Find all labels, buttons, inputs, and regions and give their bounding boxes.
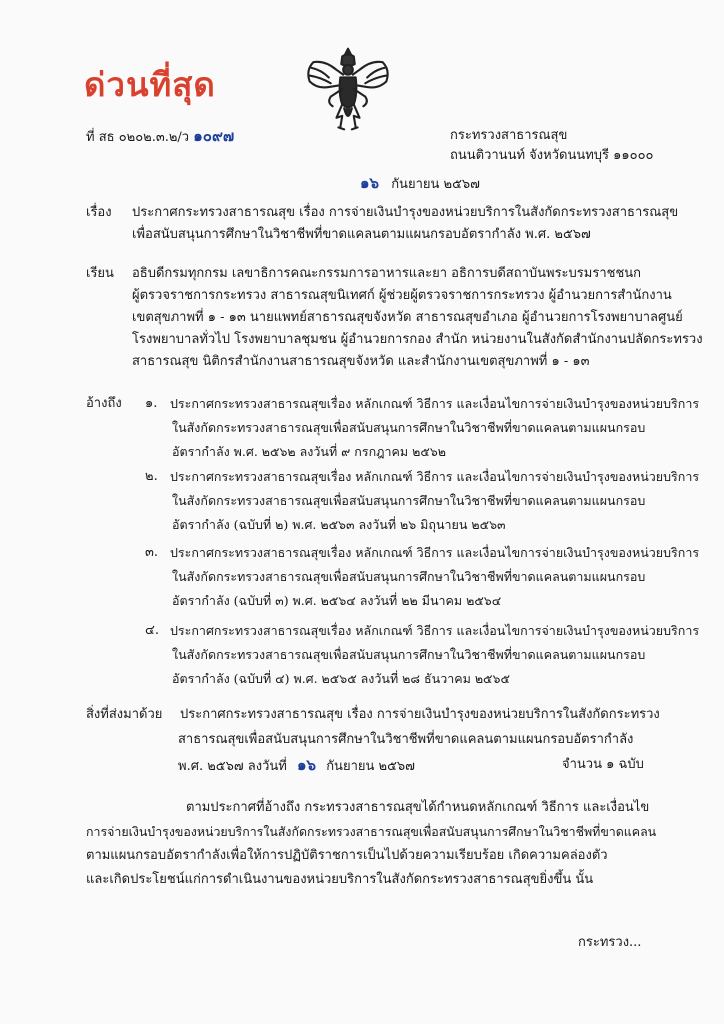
body-line: ตามแผนกรอบอัตรากำลังเพื่อให้การปฏิบัติราชการเป็นไปด้วยความเรียบร้อย เกิดความคล่องตัว [86,848,608,863]
enclosure-line-3 [178,757,415,775]
enclosure-line-2: สาธารณสุขเพื่อสนับสนุนการศึกษาในวิชาชีพที่ขาดแคลนตามแผนกรอบอัตรากำลัง [178,732,634,747]
document-number-handwritten: ๑๐๙๗ [193,127,235,145]
reference-number: ๔. [145,623,159,638]
urgency-stamp: ด่วนที่สุด [84,65,216,104]
document-number [86,128,234,146]
enclosure-count: จำนวน ๑ ฉบับ [562,757,644,772]
recipient-line: สาธารณสุข นิติกรสำนักงานสาธารณสุขจังหวัด และสำนักงานเขตสุขภาพที่ ๑ - ๑๓ [132,354,590,369]
date-month-year: กันยายน ๒๕๖๗ [391,177,480,192]
reference-line: ประกาศกระทรวงสาธารณสุขเรื่อง หลักเกณฑ์ วิธีการ และเงื่อนไขการจ่ายเงินบำรุงของหน่วยบริการ [170,545,700,560]
sender-line-2: ถนนติวานนท์ จังหวัดนนทบุรี ๑๑๐๐๐ [450,148,654,163]
reference-line: ในสังกัดกระทรวงสาธารณสุขเพื่อสนับสนุนการศึกษาในวิชาชีพที่ขาดแคลนตามแผนกรอบ [172,420,646,435]
subject-line-1: ประกาศกระทรวงสาธารณสุข เรื่อง การจ่ายเงินบำรุงของหน่วยบริการในสังกัดกระทรวงสาธารณสุข [132,205,679,220]
reference-line: ประกาศกระทรวงสาธารณสุขเรื่อง หลักเกณฑ์ วิธีการ และเงื่อนไขการจ่ายเงินบำรุงของหน่วยบริการ [170,396,700,411]
reference-line: ในสังกัดกระทรวงสาธารณสุขเพื่อสนับสนุนการศึกษาในวิชาชีพที่ขาดแคลนตามแผนกรอบ [172,647,646,662]
reference-line: อัตรากำลัง พ.ศ. ๒๕๖๒ ลงวันที่ ๙ กรกฎาคม ๒๕๖๒ [172,444,447,459]
recipient-line: อธิบดีกรมทุกกรม เลขาธิการคณะกรรมการอาหารและยา อธิการบดีสถาบันพระบรมราชชนก [132,266,642,281]
sender-line-1: กระทรวงสาธารณสุข [450,128,568,143]
reference-line: อัตรากำลัง (ฉบับที่ ๔) พ.ศ. ๒๕๖๕ ลงวันที่ ๒๘ ธันวาคม ๒๕๖๕ [172,671,510,686]
subject-label: เรื่อง [86,205,112,220]
reference-line: ในสังกัดกระทรวงสาธารณสุขเพื่อสนับสนุนการศึกษาในวิชาชีพที่ขาดแคลนตามแผนกรอบ [172,493,646,508]
subject-line-2: เพื่อสนับสนุนการศึกษาในวิชาชีพที่ขาดแคลนตามแผนกรอบอัตรากำลัง พ.ศ. ๒๕๖๗ [132,227,591,242]
continuation-marker: กระทรวง... [578,935,642,950]
enclosure-day-handwritten: ๑๖ [297,756,317,774]
enclosure-line-1: ประกาศกระทรวงสาธารณสุข เรื่อง การจ่ายเงินบำรุงของหน่วยบริการในสังกัดกระทรวง [180,707,660,722]
garuda-emblem [300,40,396,138]
date-day-handwritten: ๑๖ [360,174,380,192]
reference-line: ประกาศกระทรวงสาธารณสุขเรื่อง หลักเกณฑ์ วิธีการ และเงื่อนไขการจ่ายเงินบำรุงของหน่วยบริการ [170,623,700,638]
body-line: ตามประกาศที่อ้างถึง กระทรวงสาธารณสุขได้กำหนดหลักเกณฑ์ วิธีการ และเงื่อนไข [186,800,650,815]
reference-line: ประกาศกระทรวงสาธารณสุขเรื่อง หลักเกณฑ์ วิธีการ และเงื่อนไขการจ่ายเงินบำรุงของหน่วยบริการ [170,469,700,484]
enclosure-label: สิ่งที่ส่งมาด้วย [86,707,163,722]
reference-number: ๑. [145,396,158,411]
recipient-line: เขตสุขภาพที่ ๑ - ๑๓ นายแพทย์สาธารณสุขจังหวัด สาธารณสุขอำเภอ ผู้อำนวยการโรงพยาบาลศูนย์ [132,310,683,325]
document-date [360,175,480,193]
reference-line: อัตรากำลัง (ฉบับที่ ๒) พ.ศ. ๒๕๖๓ ลงวันที่ ๒๖ มิถุนายน ๒๕๖๓ [172,517,506,532]
body-line: และเกิดประโยชน์แก่การดำเนินงานของหน่วยบริการในสังกัดกระทรวงสาธารณสุขยิ่งขึ้น นั้น [86,872,594,887]
reference-line: ในสังกัดกระทรวงสาธารณสุขเพื่อสนับสนุนการศึกษาในวิชาชีพที่ขาดแคลนตามแผนกรอบ [172,569,646,584]
reference-number: ๒. [145,469,158,484]
reference-number: ๓. [145,545,159,560]
reference-line: อัตรากำลัง (ฉบับที่ ๓) พ.ศ. ๒๕๖๔ ลงวันที่ ๒๒ มีนาคม ๒๕๖๔ [172,593,502,608]
recipient-line: โรงพยาบาลทั่วไป โรงพยาบาลชุมชน ผู้อำนวยการกอง สำนัก หน่วยงานในสังกัดสำนักงานปลัดกระทรวง [132,332,703,347]
enclosure-date-suffix: กันยายน ๒๕๖๗ [326,759,415,774]
body-line: การจ่ายเงินบำรุงของหน่วยบริการในสังกัดกระทรวงสาธารณสุขเพื่อสนับสนุนการศึกษาในวิชาชีพที่ขาดแคลน [86,824,657,839]
recipient-line: ผู้ตรวจราชการกระทรวง สาธารณสุขนิเทศก์ ผู้ช่วยผู้ตรวจราชการกระทรวง ผู้อำนวยการสำนักงาน [132,288,672,303]
document-number-prefix: ที่ สธ ๐๒๐๒.๓.๒/ว [86,130,190,145]
recipient-label: เรียน [86,266,114,281]
references-label: อ้างถึง [86,396,122,411]
enclosure-date-prefix: พ.ศ. ๒๕๖๗ ลงวันที่ [178,759,287,774]
